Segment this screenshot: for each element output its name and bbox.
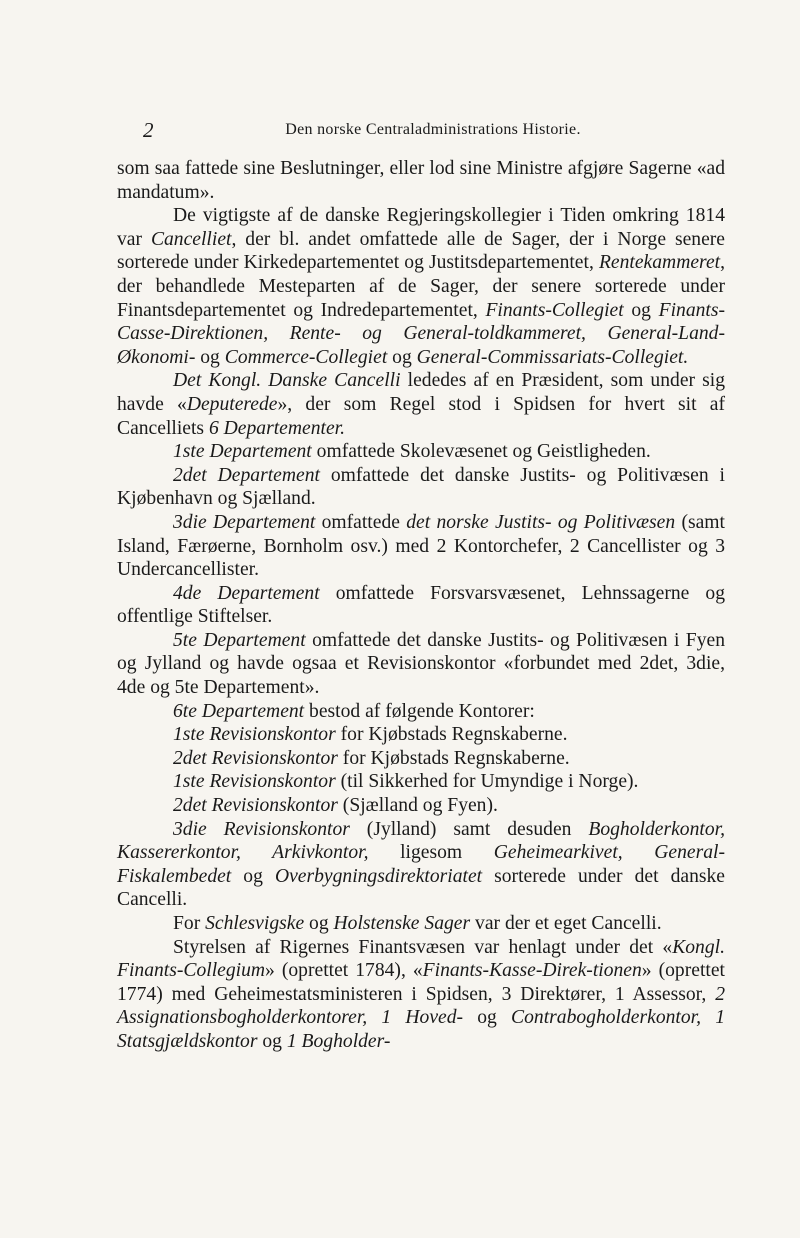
text-run: (til Sikkerhed for Umyndige i Norge). [335, 771, 639, 793]
italic-run: Contrabogholderkontor, 1 Statsgjældskontor [117, 1007, 725, 1052]
italic-run: det norske Justits- og Politivæsen [406, 511, 676, 533]
text-run: og [304, 913, 334, 934]
text-run: lededes af en Præsident, som under sig havde « [117, 370, 725, 415]
italic-run: 1ste Revisionskontor [173, 771, 336, 793]
text-run: og [387, 346, 417, 368]
text-run: Styrelsen af Rigernes Finantsvæsen var henlagt under det « [173, 936, 673, 958]
text-run: » (oprettet 1774) med Geheimestatsministeren i Spidsen, 3 Direktører, 1 Assessor, [117, 960, 725, 1005]
italic-run: Holstenske Sager [333, 913, 471, 934]
paragraph [117, 464, 725, 511]
text-run: ligesom [368, 842, 494, 864]
text-run: omfattede det danske Justits- og Politivæsen i Fyen og Jylland og havde ogsaa et Revisionskontor «forbundet med 2det, 3die, 4de og 5te Departement». [117, 629, 725, 699]
italic-run: 6te Departement [173, 700, 305, 722]
text-run: De vigtigste af de danske Regjeringskollegier i Tiden omkring 1814 var [117, 205, 725, 250]
paragraph [117, 700, 725, 724]
italic-run: 2 Assignationsbogholderkontorer, 1 Hoved- [117, 983, 725, 1029]
text-run: For [173, 913, 206, 934]
italic-run: Rentekammeret [598, 252, 721, 274]
text-run: var der et eget Cancelli. [470, 913, 662, 934]
text-run: og [623, 299, 659, 321]
text-run: omfattede Forsvarsvæsenet, Lehnssagerne og offentlige Stiftelser. [117, 582, 725, 628]
italic-run: Finants-Kasse-Direk-tionen [422, 960, 642, 982]
text-run: sorterede under det danske Cancelli. [117, 865, 725, 911]
paragraph [117, 936, 725, 1054]
italic-run: Finants-Casse-Direktionen, Rente- og General-toldkammeret, General-Land-Økonomi- [117, 299, 726, 368]
italic-run: Bogholderkontor, Kassererkontor, Arkivkontor, [117, 818, 725, 864]
paragraph [117, 770, 725, 794]
italic-run: 5te Departement [173, 629, 306, 651]
italic-run: 1ste Departement [173, 441, 312, 463]
paragraph [117, 794, 725, 818]
paragraph [117, 723, 725, 747]
italic-run: Overbygningsdirektoriatet [274, 865, 483, 887]
text-run: (Sjælland og Fyen). [337, 795, 498, 817]
paragraph [117, 912, 725, 936]
running-title: Den norske Centraladministrations Historie. [285, 121, 581, 138]
page-header [143, 118, 723, 142]
text-run: , der behandlede Mesteparten af de Sager, der senere sorterede under Finantsdepartementet og Indredepartementet, [117, 252, 725, 321]
paragraph [117, 204, 725, 369]
paragraph [117, 629, 725, 700]
text-run: og [257, 1030, 287, 1052]
text-run: og [195, 346, 225, 368]
text-run: (samt Island, Færøerne, Bornholm osv.) med 2 Kontorchefer, 2 Cancellister og 3 Undercancellister. [117, 511, 725, 581]
italic-run: 3die Departement [173, 511, 316, 533]
text-run: omfattede det danske Justits- og Politivæsen i Kjøbenhavn og Sjælland. [117, 464, 725, 510]
italic-run: Geheimearkivet, General-Fiskalembedet [117, 842, 725, 887]
paragraph [117, 582, 725, 629]
italic-run: 3die Revisionskontor [173, 818, 350, 840]
text-run: for Kjøbstads Regnskaberne. [337, 747, 570, 769]
paragraph [117, 440, 725, 464]
italic-run: Kongl. Finants-Collegium [117, 936, 725, 982]
paragraph [117, 511, 725, 582]
paragraph [117, 157, 725, 204]
italic-run: 6 Departementer. [208, 417, 345, 439]
italic-run: 1 Bogholder- [286, 1030, 391, 1052]
text-run: , der bl. andet omfattede alle de Sager, der i Norge senere sorterede under Kirkedepartementet og Justitsdepartementet, [117, 228, 725, 274]
italic-run: 2det Departement [173, 464, 320, 486]
italic-run: Det Kongl. Danske Cancelli [173, 370, 401, 392]
italic-run: 2det Revisionskontor [173, 795, 338, 817]
paragraph [117, 747, 725, 771]
italic-run: Schlesvigske [205, 913, 305, 934]
italic-run: Cancelliet [150, 228, 232, 250]
italic-run: 2det Revisionskontor [173, 747, 338, 769]
text-run: og [463, 1007, 512, 1029]
italic-run: Finants-Collegiet [485, 299, 624, 321]
paragraph [117, 369, 725, 440]
paragraph [117, 818, 725, 912]
italic-run: Deputerede [186, 393, 278, 415]
italic-run: 1ste Revisionskontor [173, 724, 336, 746]
text-run: for Kjøbstads Regnskaberne. [335, 724, 568, 746]
text-run: » (oprettet 1784), « [265, 960, 423, 982]
italic-run: 4de Departement [173, 582, 320, 604]
page-number: 2 [143, 118, 154, 142]
text-run: », der som Regel stod i Spidsen for hvert sit af Cancelliets [117, 393, 725, 439]
text-run: bestod af følgende Kontorer: [304, 700, 535, 722]
text-run: som saa fattede sine Beslutninger, eller lod sine Ministre afgjøre Sagerne «ad mandatum». [117, 158, 725, 203]
italic-run: Commerce-Collegiet [224, 346, 388, 368]
text-run: og [231, 865, 275, 887]
text-run: omfattede [315, 511, 407, 533]
body-text [117, 157, 725, 1054]
text-run: (Jylland) samt desuden [349, 818, 589, 840]
italic-run: General-Commissariats-Collegiet. [416, 346, 689, 368]
text-run: omfattede Skolevæsenet og Geistligheden. [311, 441, 651, 463]
